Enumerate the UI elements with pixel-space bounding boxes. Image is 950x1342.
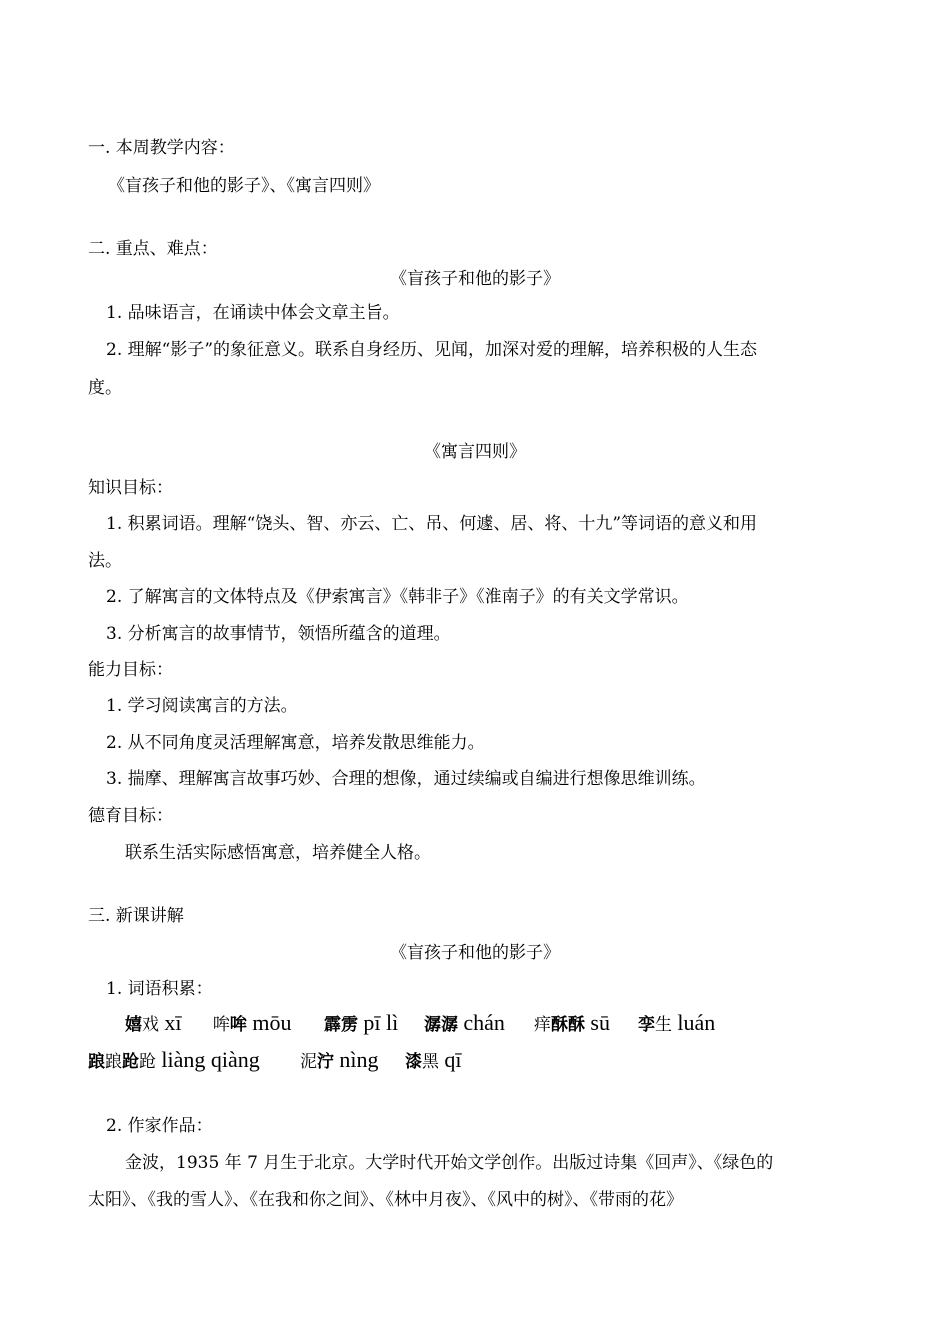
vocab-row-1 <box>125 1012 715 1034</box>
knowledge-item-1-line1: 1. 积累词语。理解“饶头、智、亦云、亡、吊、何遽、居、将、十九”等词语的意义和用 <box>106 514 758 534</box>
title-blind-child-lesson: 《盲孩子和他的影子》 <box>390 943 560 963</box>
knowledge-item-2: 2. 了解寓言的文体特点及《伊索寓言》《韩非子》《淮南子》的有关文学常识。 <box>106 587 689 607</box>
knowledge-item-1-line2: 法。 <box>88 551 122 571</box>
title-fables: 《寓言四则》 <box>424 442 526 462</box>
key-point-2-line2: 度。 <box>88 378 122 398</box>
ability-goal-label: 能力目标： <box>88 660 173 680</box>
ability-item-1: 1. 学习阅读寓言的方法。 <box>106 696 298 716</box>
vocab-item: 霹雳 pī lì <box>324 1010 399 1035</box>
vocab-item: 痒酥酥 sū <box>534 1010 610 1035</box>
works-label: 2. 作家作品： <box>106 1116 213 1136</box>
ability-item-3: 3. 揣摩、理解寓言故事巧妙、合理的想像，通过续编或自编进行想像思维训练。 <box>106 769 706 789</box>
vocab-item: 孪生 luán <box>638 1010 716 1035</box>
vocab-row-2 <box>88 1049 462 1071</box>
key-point-1: 1. 品味语言，在诵读中体会文章主旨。 <box>106 303 400 323</box>
vocab-item: 漆黑 qī <box>405 1047 462 1072</box>
vocab-label: 1. 词语积累： <box>106 979 213 999</box>
section-1-heading: 一. 本周教学内容： <box>88 138 235 158</box>
vocab-item: 泥泞 nìng <box>300 1047 379 1072</box>
vocab-item: 哞哞 mōu <box>213 1010 292 1035</box>
section-1-content: 《盲孩子和他的影子》、《寓言四则》 <box>108 176 380 196</box>
moral-goal-label: 德育目标： <box>88 806 173 826</box>
vocab-item: 潺潺 chán <box>424 1010 505 1035</box>
moral-goal-text: 联系生活实际感悟寓意，培养健全人格。 <box>125 843 431 863</box>
knowledge-item-3: 3. 分析寓言的故事情节，领悟所蕴含的道理。 <box>106 624 451 644</box>
key-point-2-line1: 2. 理解“影子”的象征意义。联系自身经历、见闻，加深对爱的理解，培养积极的人生态 <box>106 340 758 360</box>
section-3-heading: 三. 新课讲解 <box>88 906 184 926</box>
vocab-item: 嬉戏 xī <box>125 1010 182 1035</box>
section-2-heading: 二. 重点、难点： <box>88 239 218 259</box>
title-blind-child: 《盲孩子和他的影子》 <box>390 269 560 289</box>
works-text-line1: 金波，1935 年 7 月生于北京。大学时代开始文学创作。出版过诗集《回声》、《绿色的 <box>125 1153 774 1173</box>
ability-item-2: 2. 从不同角度灵活理解寓意，培养发散思维能力。 <box>106 733 485 753</box>
knowledge-goal-label: 知识目标： <box>88 478 173 498</box>
vocab-item: 踉踉跄跄 liàng qiàng <box>88 1047 260 1072</box>
works-text-line2: 太阳》、《我的雪人》、《在我和你之间》、《林中月夜》、《风中的树》、《带雨的花》 <box>88 1190 683 1210</box>
